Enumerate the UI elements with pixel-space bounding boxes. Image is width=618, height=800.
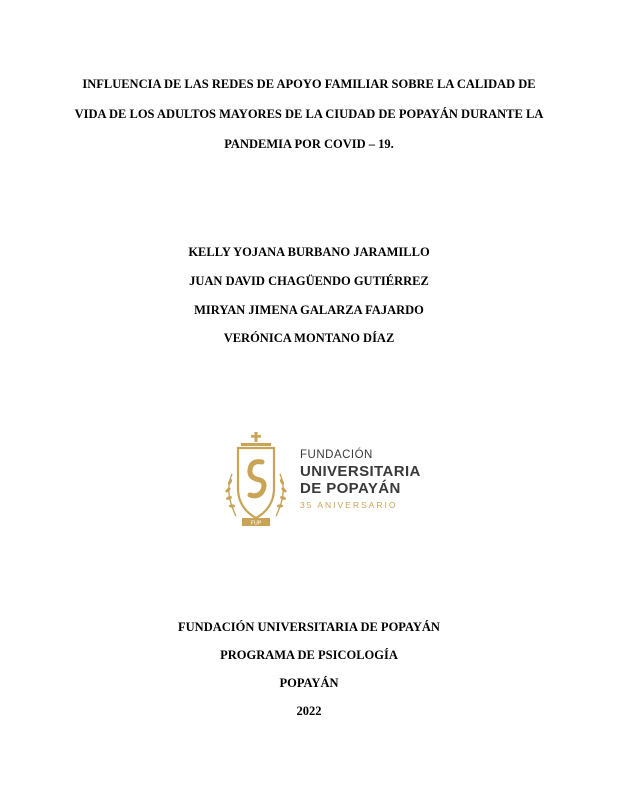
university-logo	[218, 430, 421, 530]
logo-line-3: DE POPAYÁN	[300, 480, 401, 497]
author-4: VERÓNICA MONTANO DÍAZ	[223, 331, 395, 345]
logo-line-4: 35 ANIVERSARIO	[300, 500, 398, 510]
author-1: KELLY YOJANA BURBANO JARAMILLO	[188, 245, 430, 259]
author-3: MIRYAN JIMENA GALARZA FAJARDO	[194, 303, 424, 317]
title-line-1: INFLUENCIA DE LAS REDES DE APOYO FAMILIAR SOBRE LA CALIDAD DE	[82, 77, 536, 91]
title-line-3: PANDEMIA POR COVID – 19.	[224, 137, 394, 151]
logo-line-1: FUNDACIÓN	[300, 449, 373, 461]
crest-shield-icon	[218, 430, 296, 530]
year: 2022	[296, 704, 322, 718]
shield-mark-text: FUP	[250, 520, 262, 527]
institution-name: FUNDACIÓN UNIVERSITARIA DE POPAYÁN	[178, 620, 440, 634]
logo-line-2: UNIVERSITARIA	[300, 463, 421, 480]
title-line-2: VIDA DE LOS ADULTOS MAYORES DE LA CIUDAD DE POPAYÁN DURANTE LA	[74, 107, 544, 121]
city: POPAYÁN	[279, 676, 339, 690]
program-name: PROGRAMA DE PSICOLOGÍA	[220, 648, 398, 662]
author-2: JUAN DAVID CHAGÜENDO GUTIÉRREZ	[189, 274, 429, 288]
